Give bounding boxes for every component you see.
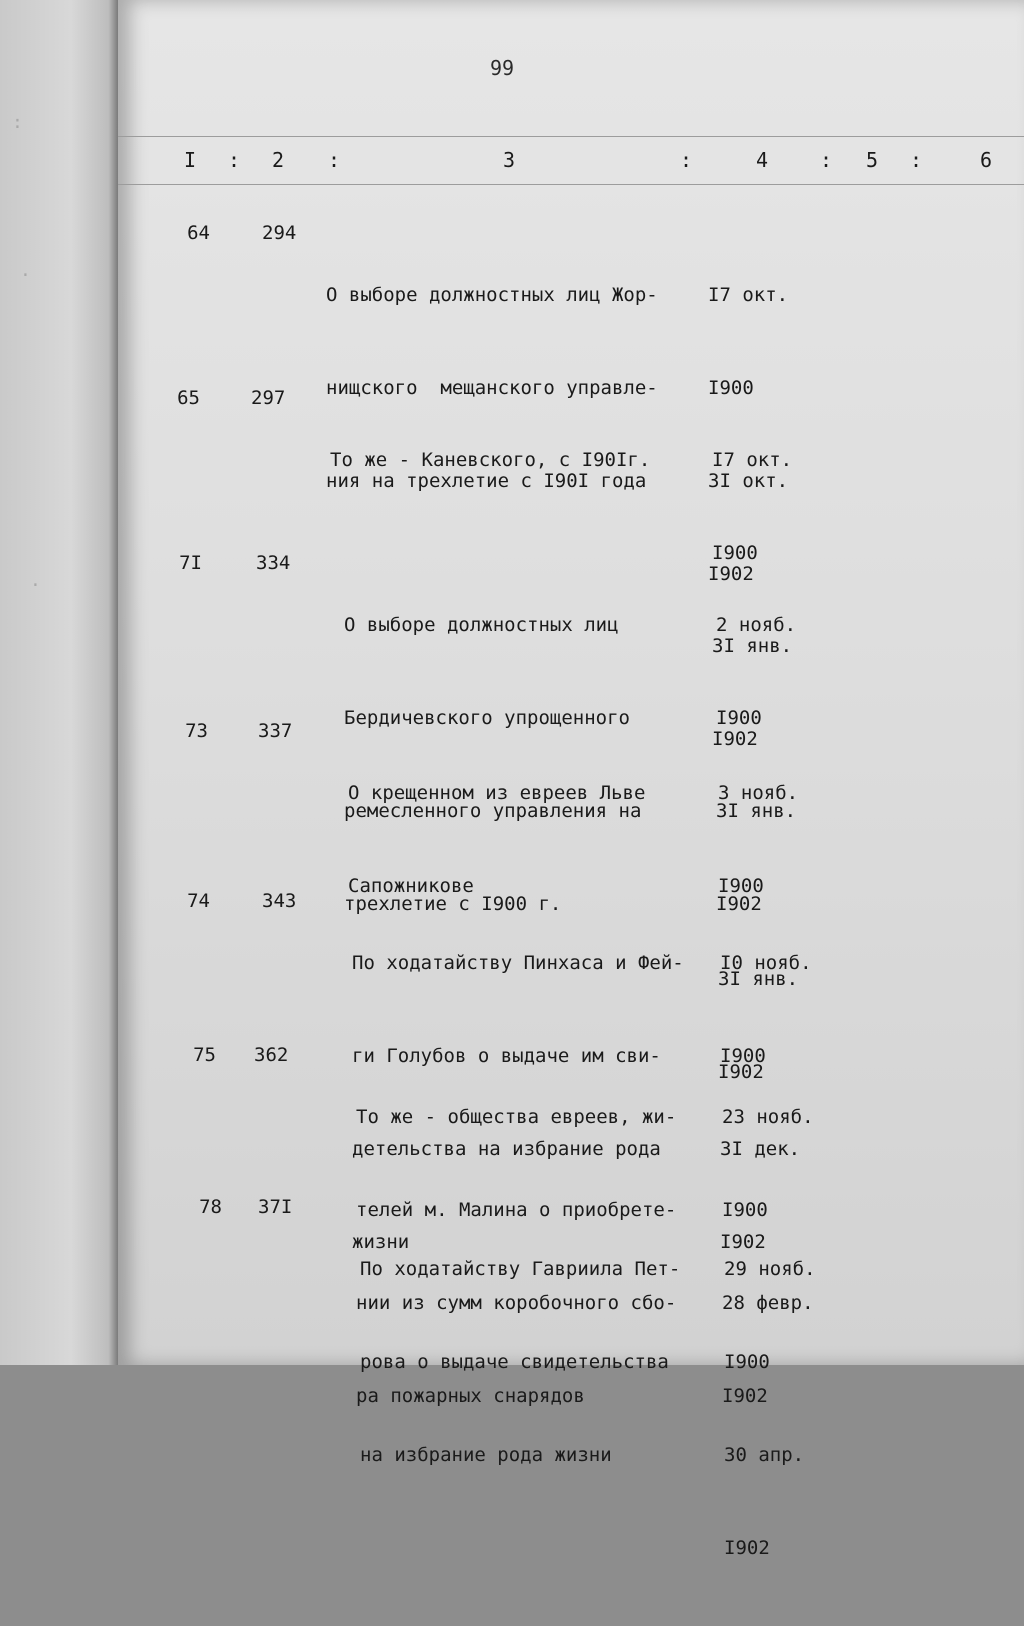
header-bottom-rule xyxy=(118,184,1024,185)
record-dates: 2 нояб. I900 3I янв. I902 xyxy=(716,614,797,915)
record-dates: I7 окт. I900 3I окт. I902 xyxy=(708,284,789,585)
column-header: I xyxy=(184,148,197,172)
column-separator: : xyxy=(910,148,923,172)
column-separator: : xyxy=(820,148,833,172)
file-number: 362 xyxy=(254,1044,289,1066)
column-header: 6 xyxy=(980,148,993,172)
record-title: По ходатайству Пинхаса и Фей- ги Голубов о выдаче им сви- детельства на избрание рода жизни xyxy=(352,952,684,1253)
facing-page-bleed: . xyxy=(20,260,31,281)
column-header: 3 xyxy=(503,148,516,172)
record-title: То же - Каневского, с I90Iг. xyxy=(330,449,651,471)
record-number: 64 xyxy=(187,222,210,244)
record-title: О выборе должностных лиц Жор- нищского мещанского управле- ния на трехлетие с I90I года xyxy=(326,284,658,492)
record-number: 65 xyxy=(177,387,200,409)
facing-page xyxy=(0,0,118,1365)
column-header: 5 xyxy=(866,148,879,172)
record-number: 75 xyxy=(193,1044,216,1066)
column-separator: : xyxy=(680,148,693,172)
record-title: О выборе должностных лиц Бердичевского упрощенного ремесленного управления на трехлетие с I900 г. xyxy=(344,614,642,915)
record-title: По ходатайству Гавриила Пет- рова о выдаче свидетельства на избрание рода жизни xyxy=(360,1258,681,1466)
page-number: 99 xyxy=(490,56,515,80)
file-number: 343 xyxy=(262,890,297,912)
column-separator: : xyxy=(328,148,341,172)
facing-page-bleed: : xyxy=(12,112,23,133)
header-top-rule xyxy=(118,136,1024,137)
record-dates: I0 нояб. I900 3I дек. I902 xyxy=(720,952,812,1253)
record-dates: 29 нояб. I900 30 апр. I902 xyxy=(724,1258,816,1559)
file-number: 297 xyxy=(251,387,286,409)
facing-page-bleed: . xyxy=(30,570,41,591)
column-header: 4 xyxy=(756,148,769,172)
file-number: 337 xyxy=(258,720,293,742)
record-number: 7I xyxy=(179,552,202,574)
record-title: То же - общества евреев, жи- телей м. Малина о приобрете- нии из сумм коробочного сбо- ра пожарных снарядов xyxy=(356,1106,677,1407)
record-dates: 3 нояб. I900 3I янв. I902 xyxy=(718,782,799,1083)
file-number: 37I xyxy=(258,1196,293,1218)
file-number: 294 xyxy=(262,222,297,244)
record-number: 74 xyxy=(187,890,210,912)
record-title: О крещенном из евреев Льве Сапожникове xyxy=(348,782,646,897)
file-number: 334 xyxy=(256,552,291,574)
column-header: 2 xyxy=(272,148,285,172)
record-number: 78 xyxy=(199,1196,222,1218)
column-separator: : xyxy=(228,148,241,172)
record-dates: 23 нояб. I900 28 февр. I902 xyxy=(722,1106,814,1407)
record-number: 73 xyxy=(185,720,208,742)
column-header-row xyxy=(118,148,1024,178)
document-page xyxy=(118,0,1024,1559)
record-dates: I7 окт. I900 3I янв. I902 xyxy=(712,449,793,750)
